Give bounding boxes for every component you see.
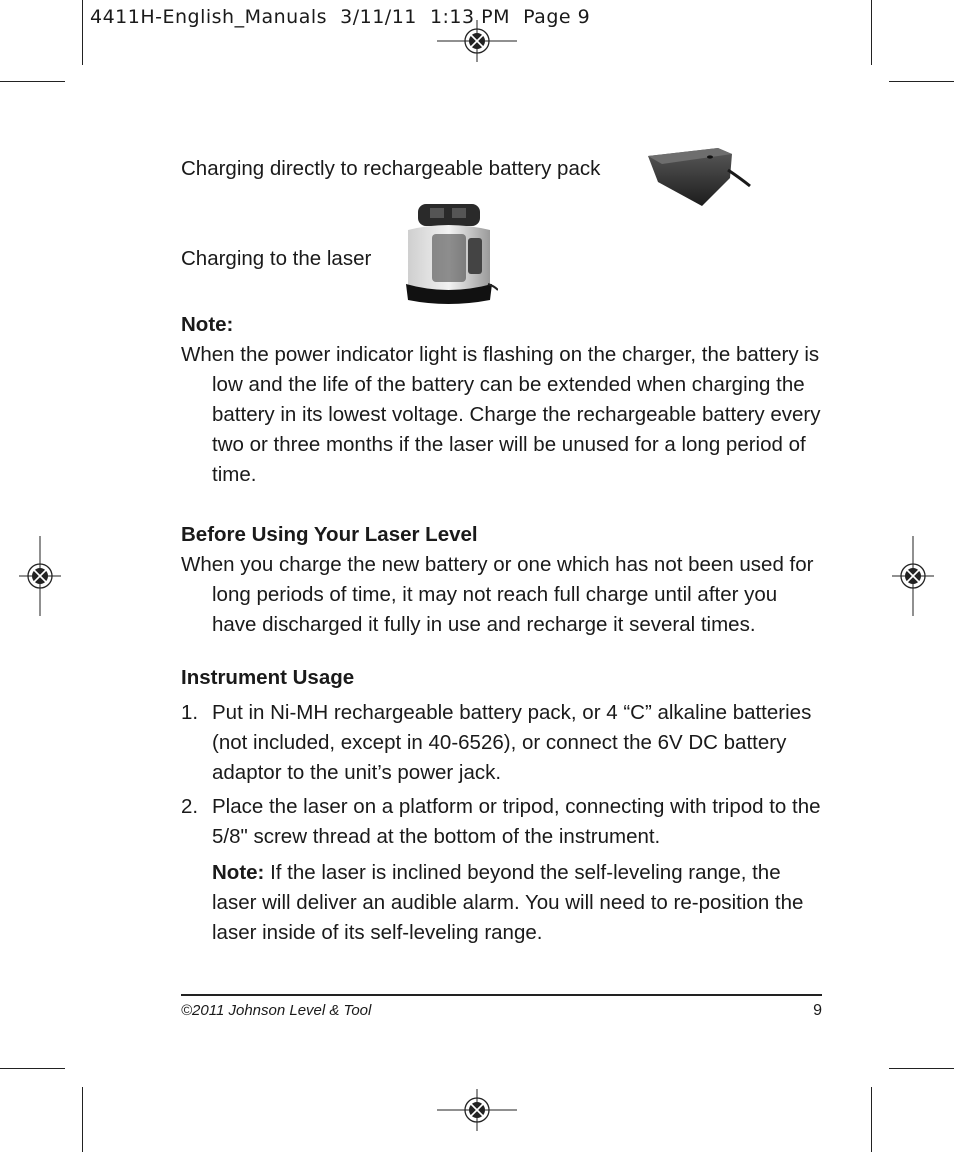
page-number: 9 [813,1002,822,1019]
crop-mark-bottom-right-h [889,1068,954,1069]
usage-step-note [212,858,821,948]
usage-step-2 [181,792,821,852]
usage-step-number: 2. [181,795,199,818]
usage-note-label: Note: [212,861,265,884]
registration-mark-right-icon [892,536,934,616]
footer-rule [181,994,822,996]
registration-mark-bottom-icon [437,1089,517,1131]
registration-mark-top-icon [437,20,517,62]
usage-note-text: If the laser is inclined beyond the self-leveling range, the laser will deliver an audible alarm. You will need to re-position the laser inside of its self-leveling range. [212,861,804,944]
usage-step-number: 1. [181,701,199,724]
crop-mark-top-left-h [0,81,65,82]
charging-laser-caption: Charging to the laser [181,247,372,270]
note-paragraph: When the power indicator light is flashing on the charger, the battery is low and the life of the battery can be extended when charging the battery in its lowest voltage. Charge the rechargeable battery every two or three months if the laser will be unused for a long period of time. [181,343,821,486]
battery-pack-charger-photo [640,142,752,210]
before-using-heading: Before Using Your Laser Level [181,523,478,546]
charging-pack-caption: Charging directly to rechargeable battery pack [181,157,601,180]
usage-step-text: Place the laser on a platform or tripod, connecting with tripod to the 5/8" screw thread at the bottom of the instrument. [212,795,821,848]
footer-copyright: ©2011 Johnson Level & Tool [181,1002,372,1019]
crop-mark-bottom-right-v [871,1087,872,1152]
crop-mark-top-right-v [871,0,872,65]
crop-mark-top-left-v [82,0,83,65]
slug-line: 4411H-English_Manuals 3/11/11 1:13 PM Page 9 [90,6,591,28]
instrument-usage-heading: Instrument Usage [181,666,355,689]
laser-charging-photo [402,200,498,306]
before-using-paragraph: When you charge the new battery or one which has not been used for long periods of time, it may not reach full charge until after you have discharged it fully in use and recharge it several times. [181,553,814,636]
crop-mark-bottom-left-v [82,1087,83,1152]
crop-mark-bottom-left-h [0,1068,65,1069]
crop-mark-top-right-h [889,81,954,82]
usage-step-1 [181,698,821,788]
usage-step-text: Put in Ni-MH rechargeable battery pack, or 4 “C” alkaline batteries (not included, except in 40-6526), or connect the 6V DC battery adaptor to the unit’s power jack. [212,701,812,784]
note-heading: Note: [181,313,234,336]
registration-mark-left-icon [19,536,61,616]
